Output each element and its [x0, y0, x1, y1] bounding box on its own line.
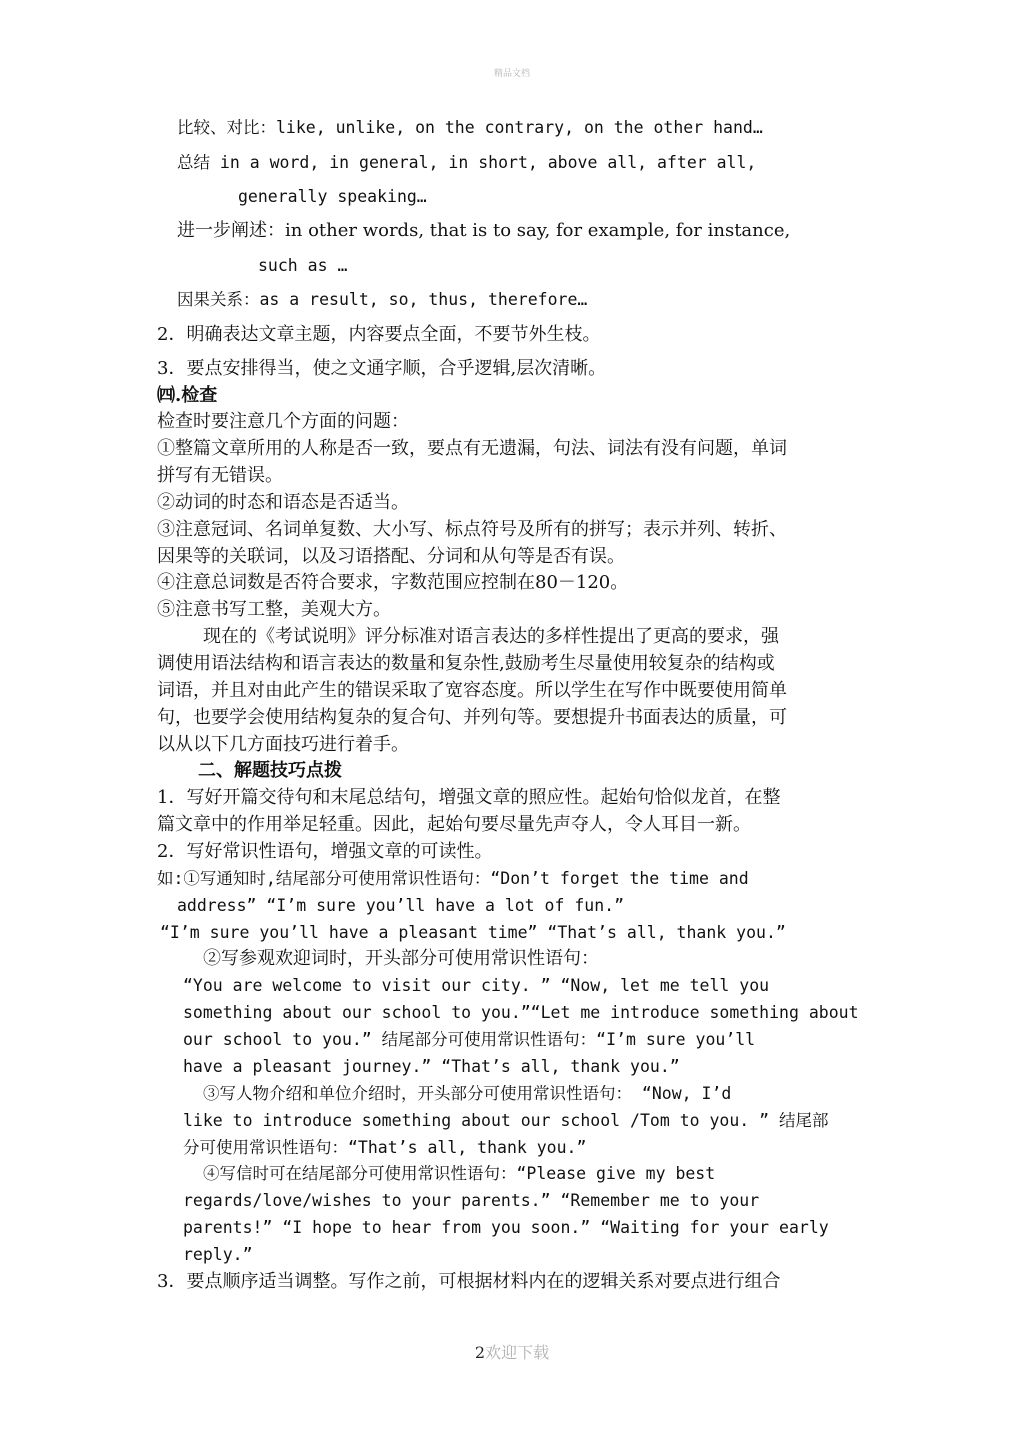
text-line: 1．写好开篇交待句和末尾总结句，增强文章的照应性。起始句恰似龙首，在整	[157, 787, 781, 808]
text-line: ④写信时可在结尾部分可使用常识性语句：“Please give my best	[203, 1164, 716, 1183]
text-line: 2．明确表达文章主题，内容要点全面，不要节外生枝。	[157, 324, 601, 345]
text-line: generally speaking…	[238, 187, 427, 206]
text-line: 如:①写通知时,结尾部分可使用常识性语句：“Don’t forget the time and	[157, 869, 749, 888]
text-line: 2．写好常识性语句，增强文章的可读性。	[157, 841, 493, 862]
text-line: 3．要点安排得当，使之文通字顺，合乎逻辑,层次清晰。	[157, 358, 607, 379]
text-line: our school to you.” 结尾部分可使用常识性语句：“I’m sure you’ll	[183, 1030, 756, 1049]
text-line: ②写参观欢迎词时，开头部分可使用常识性语句：	[203, 948, 599, 969]
text-line: 词语，并且对由此产生的错误采取了宽容态度。所以学生在写作中既要使用简单	[157, 680, 787, 701]
text-line: 因果等的关联词，以及习语搭配、分词和从句等是否有误。	[157, 546, 625, 567]
text-line: reply.”	[183, 1245, 253, 1264]
text-line: such as …	[258, 256, 348, 275]
text-line: 总结 in a word, in general, in short, above all, after all,	[177, 153, 757, 172]
text-line: 检查时要注意几个方面的问题：	[157, 411, 409, 432]
footer-text: 欢迎下载	[485, 1343, 550, 1362]
text-line: 3．要点顺序适当调整。写作之前，可根据材料内在的逻辑关系对要点进行组合	[157, 1271, 781, 1292]
text-line: ①整篇文章所用的人称是否一致，要点有无遗漏，句法、词法有没有问题，单词	[157, 438, 787, 459]
text-line: 调使用语法结构和语言表达的数量和复杂性,鼓励考生尽量使用较复杂的结构或	[157, 653, 775, 674]
text-line: 进一步阐述：in other words, that is to say, for example, for instance,	[177, 220, 791, 241]
page-footer	[0, 1340, 1024, 1363]
text-line: ③写人物介绍和单位介绍时，开头部分可使用常识性语句： “Now, I’d	[203, 1084, 732, 1103]
text-line: 因果关系：as a result, so, thus, therefore…	[177, 290, 588, 309]
text-line: ③注意冠词、名词单复数、大小写、标点符号及所有的拼写；表示并列、转折、	[157, 519, 787, 540]
text-line: 句，也要学会使用结构复杂的复合句、并列句等。要想提升书面表达的质量，可	[157, 707, 787, 728]
text-line: ⑤注意书写工整，美观大方。	[157, 599, 391, 620]
text-line: something about our school to you.”“Let me introduce something about	[183, 1003, 859, 1022]
text-line: 篇文章中的作用举足轻重。因此，起始句要尽量先声夺人，令人耳目一新。	[157, 814, 751, 835]
text-line: parents!” “I hope to hear from you soon.” “Waiting for your early	[183, 1218, 829, 1237]
text-line: ②动词的时态和语态是否适当。	[157, 492, 409, 513]
section-heading: 二、解题技巧点拨	[198, 760, 342, 781]
section-heading: ㈣.检查	[157, 385, 218, 406]
text-line: “You are welcome to visit our city. ” “Now, let me tell you	[183, 976, 770, 995]
text-line: 比较、对比：like, unlike, on the contrary, on the other hand…	[177, 118, 763, 137]
text-line: 以从以下几方面技巧进行着手。	[157, 734, 409, 755]
page-number: 2	[474, 1343, 486, 1362]
header-watermark: 精品文档	[493, 69, 530, 79]
text-line: have a pleasant journey.” “That’s all, thank you.”	[183, 1057, 680, 1076]
text-line: 拼写有无错误。	[157, 465, 283, 486]
text-line: ④注意总词数是否符合要求，字数范围应控制在80－120。	[157, 572, 629, 593]
text-line: address” “I’m sure you’ll have a lot of fun.”	[177, 896, 625, 915]
text-line: 分可使用常识性语句：“That’s all, thank you.”	[183, 1138, 587, 1157]
text-line: 现在的《考试说明》评分标准对语言表达的多样性提出了更高的要求，强	[203, 626, 779, 647]
text-line: “I’m sure you’ll have a pleasant time” “That’s all, thank you.”	[160, 923, 786, 942]
text-line: regards/love/wishes to your parents.” “Remember me to your	[183, 1191, 760, 1210]
text-line: like to introduce something about our school /Tom to you. ” 结尾部	[183, 1111, 829, 1130]
